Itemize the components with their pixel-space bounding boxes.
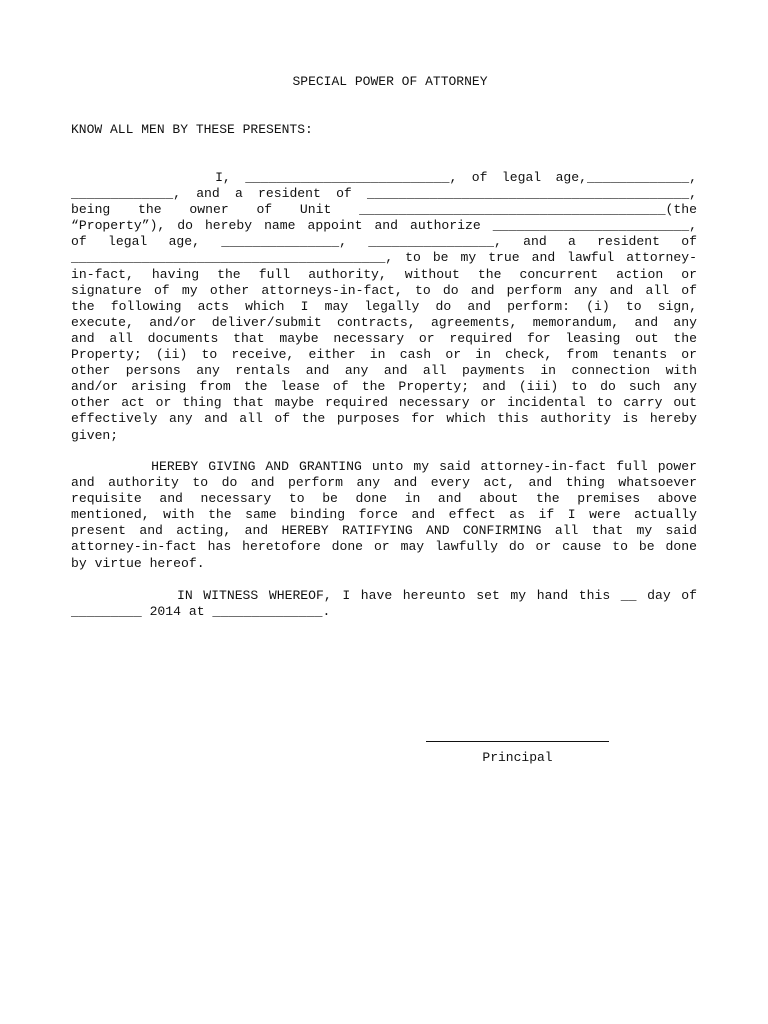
paragraph-line: Property; (ii) to receive, either in cash or in check, from tenants or xyxy=(71,347,697,363)
paragraph-line: IN WITNESS WHEREOF, I have hereunto set my hand this __ day of xyxy=(71,588,697,603)
paragraph-appointment xyxy=(71,170,697,444)
paragraph-line: and all documents that maybe necessary or required for leasing out the xyxy=(71,330,697,346)
paragraph-line: attorney-in-fact has heretofore done or may lawfully do or cause to be done xyxy=(71,539,697,555)
paragraph-line: given; xyxy=(71,427,119,443)
paragraph-line: requisite and necessary to be done in and about the premises above xyxy=(71,491,697,507)
signature-line xyxy=(426,741,609,742)
paragraph-line: and/or arising from the lease of the Property; and (iii) to do such any xyxy=(71,379,697,395)
paragraph-line: _________ 2014 at ______________. xyxy=(71,604,331,620)
paragraph-line: I, __________________________, of legal age,_____________, xyxy=(71,170,697,185)
paragraph-line: present and acting, and HEREBY RATIFYING AND CONFIRMING all that my said xyxy=(71,523,697,539)
signature-label-principal: Principal xyxy=(482,750,553,765)
paragraph-line: and authority to do and perform any and every act, and thing whatsoever xyxy=(71,475,697,491)
paragraph-line: other act or thing that maybe required necessary or incidental to carry out xyxy=(71,395,697,411)
paragraph-line: of legal age, _______________, ________________, and a resident of xyxy=(71,234,697,250)
paragraph-line: the following acts which I may legally do and perform: (i) to sign, xyxy=(71,298,697,314)
paragraph-line: in-fact, having the full authority, without the concurrent action or xyxy=(71,266,697,282)
paragraph-line: being the owner of Unit _______________________________________(the xyxy=(71,202,697,218)
paragraph-granting xyxy=(71,459,697,572)
paragraph-line: by virtue hereof. xyxy=(71,555,205,571)
paragraph-line: other persons any rentals and any and all payments in connection with xyxy=(71,363,697,379)
paragraph-line: HEREBY GIVING AND GRANTING unto my said attorney-in-fact full power xyxy=(71,459,697,474)
paragraph-line: ________________________________________, to be my true and lawful attorney- xyxy=(71,250,697,266)
paragraph-line: mentioned, with the same binding force and effect as if I were actually xyxy=(71,507,697,523)
paragraph-line: “Property”), do hereby name appoint and authorize _________________________, xyxy=(71,218,697,234)
salutation: KNOW ALL MEN BY THESE PRESENTS: xyxy=(71,122,313,137)
paragraph-line: effectively any and all of the purposes for which this authority is hereby xyxy=(71,411,697,427)
document-title: SPECIAL POWER OF ATTORNEY xyxy=(292,74,488,89)
paragraph-line: signature of my other attorneys-in-fact, to do and perform any and all of xyxy=(71,282,697,298)
paragraph-witness xyxy=(71,588,697,620)
paragraph-line: _____________, and a resident of _________________________________________, xyxy=(71,186,697,202)
paragraph-line: execute, and/or deliver/submit contracts, agreements, memorandum, and any xyxy=(71,314,697,330)
